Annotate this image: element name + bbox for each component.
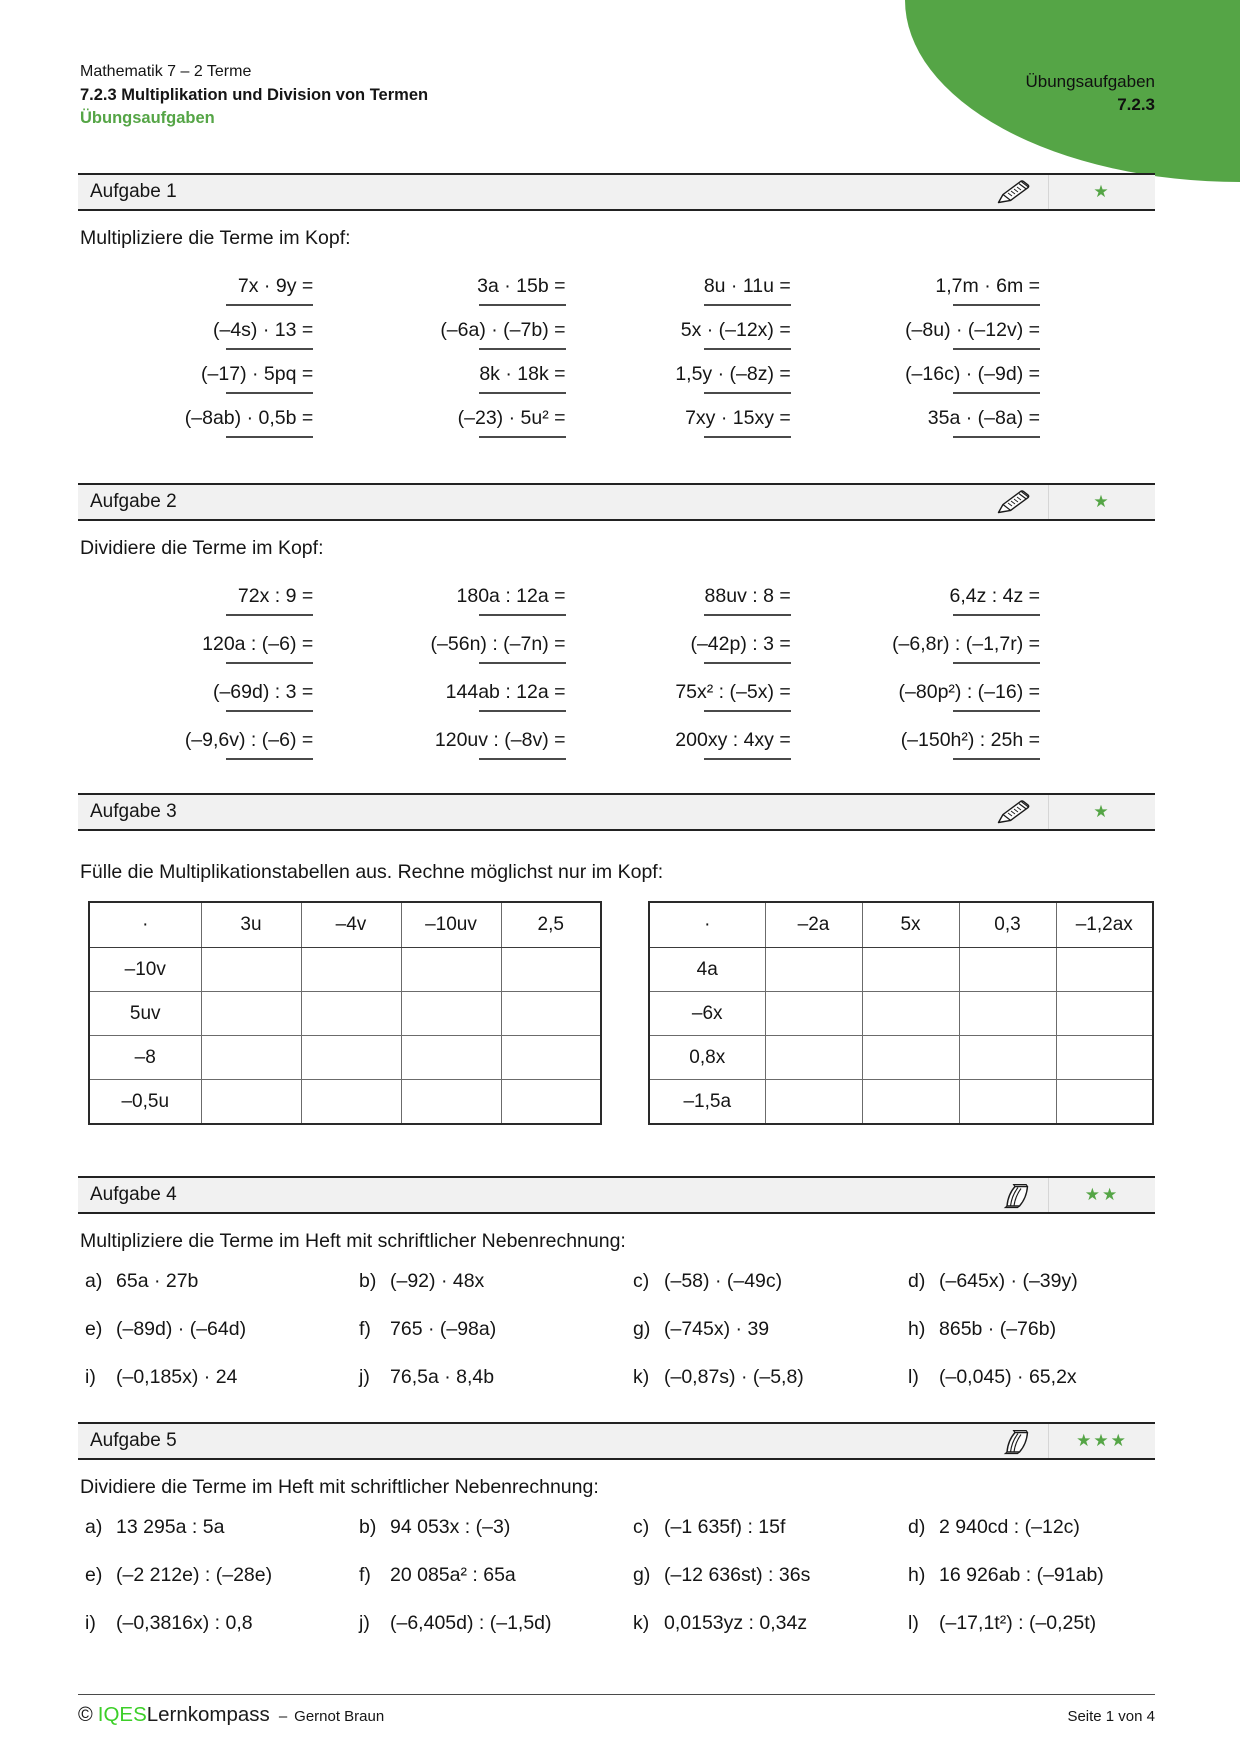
item-expression: (–2 212e) : (–28e) (116, 1564, 273, 1586)
answer-blank (479, 304, 566, 306)
table-header-cell: –1,2ax (1056, 902, 1153, 948)
item-label: c) (633, 1270, 650, 1292)
item-label: c) (633, 1516, 650, 1538)
table-empty-cell (1056, 1080, 1153, 1125)
term-cell (347, 585, 616, 633)
term-expression: 120uv : (–8v) = (434, 729, 566, 751)
corner-badge-text (1025, 70, 1155, 116)
answer-blank (953, 392, 1040, 394)
term-expression: (–17) · 5pq = (201, 363, 314, 385)
term-cell (886, 407, 1155, 451)
item-label: f) (359, 1564, 371, 1586)
task-bar (78, 173, 1155, 211)
term-cell (347, 319, 616, 363)
term-expression: 5x · (–12x) = (680, 319, 791, 341)
notebook-icon (1002, 1180, 1032, 1210)
item-expression: (–17,1t²) : (–0,25t) (939, 1612, 1097, 1634)
term-cell (886, 681, 1155, 729)
table-empty-cell (765, 1080, 862, 1125)
table-row (649, 948, 1153, 992)
answer-blank (226, 710, 313, 712)
term-cell (617, 729, 886, 777)
term-cell (886, 319, 1155, 363)
answer-blank (226, 614, 313, 616)
item-label: e) (85, 1564, 103, 1586)
item-grid (85, 1270, 1155, 1414)
term-cell (347, 729, 616, 777)
table-row (649, 1080, 1153, 1125)
term-cell (78, 633, 347, 681)
table-operator-cell: · (649, 902, 765, 948)
term-expression: 75x² : (–5x) = (675, 681, 791, 703)
item-label: g) (633, 1564, 651, 1586)
term-cell (78, 585, 347, 633)
item-label: k) (633, 1366, 650, 1388)
item-expression: (–0,045) · 65,2x (939, 1366, 1077, 1388)
term-cell (617, 319, 886, 363)
term-expression: (–80p²) : (–16) = (898, 681, 1040, 703)
item-expression: (–58) · (–49c) (664, 1270, 783, 1292)
term-expression: 6,4z : 4z = (949, 585, 1040, 607)
item-label: j) (359, 1612, 370, 1634)
term-expression: 180a : 12a = (456, 585, 566, 607)
pencil-icon (996, 179, 1032, 205)
table-empty-cell (862, 948, 959, 992)
item-expression: (–12 636st) : 36s (664, 1564, 811, 1586)
brand-iqes: IQES (97, 1703, 147, 1726)
table-row (89, 992, 601, 1036)
term-cell (78, 681, 347, 729)
answer-blank (953, 710, 1040, 712)
answer-blank (479, 614, 566, 616)
badge-category: Übungsaufgaben (1025, 72, 1155, 91)
table-row-label: 4a (649, 948, 765, 992)
table-header-cell: 3u (201, 902, 301, 948)
table-empty-cell (1056, 992, 1153, 1036)
term-expression: (–23) · 5u² = (457, 407, 566, 429)
table-row (89, 1080, 601, 1125)
table-header-cell: 5x (862, 902, 959, 948)
term-expression: 200xy : 4xy = (675, 729, 791, 751)
item-label: j) (359, 1366, 370, 1388)
task-bar (78, 1176, 1155, 1214)
item-expression: 20 085a² : 65a (390, 1564, 516, 1586)
table-empty-cell (765, 992, 862, 1036)
answer-blank (953, 662, 1040, 664)
task-bar (78, 1422, 1155, 1460)
list-item (359, 1612, 633, 1660)
list-item (633, 1516, 908, 1564)
item-label: e) (85, 1318, 103, 1340)
badge-chapter-number: 7.2.3 (1117, 95, 1155, 114)
answer-blank (704, 758, 791, 760)
term-expression: (–42p) : 3 = (690, 633, 791, 655)
term-expression: 35a · (–8a) = (927, 407, 1040, 429)
task-section-4 (78, 1176, 1155, 1414)
item-expression: 94 053x : (–3) (390, 1516, 511, 1538)
term-expression: (–16c) · (–9d) = (905, 363, 1040, 385)
list-item (908, 1612, 1155, 1660)
corner-badge (905, 0, 1240, 182)
term-grid (78, 275, 1155, 451)
term-expression: (–150h²) : 25h = (900, 729, 1040, 751)
list-item (85, 1564, 359, 1612)
term-expression: 7xy · 15xy = (685, 407, 791, 429)
term-grid (78, 585, 1155, 777)
table-empty-cell (765, 1036, 862, 1080)
item-label: i) (85, 1366, 96, 1388)
term-expression: 8u · 11u = (703, 275, 791, 297)
table-empty-cell (862, 992, 959, 1036)
instruction: Dividiere die Terme im Kopf: (80, 537, 324, 559)
table-header-cell: –4v (301, 902, 401, 948)
item-expression: 13 295a : 5a (116, 1516, 225, 1538)
list-item (359, 1366, 633, 1414)
table-empty-cell (401, 948, 501, 992)
table-empty-cell (501, 1080, 601, 1125)
star-rating: ★★★ (1076, 1431, 1128, 1450)
table-empty-cell (862, 1036, 959, 1080)
item-label: g) (633, 1318, 651, 1340)
term-cell (617, 363, 886, 407)
term-expression: (–4s) · 13 = (212, 319, 314, 341)
item-label: i) (85, 1612, 96, 1634)
table-row-label: 5uv (89, 992, 201, 1036)
table-row (649, 992, 1153, 1036)
list-item (908, 1270, 1155, 1318)
list-item (85, 1270, 359, 1318)
task-title: Aufgabe 5 (90, 1430, 177, 1451)
term-expression: 72x : 9 = (237, 585, 314, 607)
task-title: Aufgabe 1 (90, 181, 177, 202)
answer-blank (226, 662, 313, 664)
answer-blank (704, 436, 791, 438)
item-label: h) (908, 1318, 926, 1340)
table-row-label: –1,5a (649, 1080, 765, 1125)
term-cell (617, 407, 886, 451)
item-expression: 865b · (–76b) (939, 1318, 1057, 1340)
table-empty-cell (959, 1080, 1056, 1125)
instruction: Fülle die Multiplikationstabellen aus. Rechne möglichst nur im Kopf: (80, 861, 664, 883)
brand-lernkompass: Lernkompass (146, 1703, 270, 1726)
table-empty-cell (1056, 948, 1153, 992)
table-empty-cell (401, 1036, 501, 1080)
list-item (908, 1516, 1155, 1564)
mult-table-right (648, 901, 1154, 1125)
item-expression: (–6,405d) : (–1,5d) (390, 1612, 552, 1634)
term-cell (886, 585, 1155, 633)
list-item (633, 1366, 908, 1414)
term-cell (78, 729, 347, 777)
pencil-icon (996, 799, 1032, 825)
list-item (908, 1318, 1155, 1366)
list-item (359, 1564, 633, 1612)
item-expression: (–1 635f) : 15f (664, 1516, 786, 1538)
item-label: b) (359, 1516, 377, 1538)
item-expression: (–89d) · (–64d) (116, 1318, 247, 1340)
answer-blank (226, 348, 313, 350)
pencil-icon (996, 489, 1032, 515)
answer-blank (479, 436, 566, 438)
table-header-cell: 0,3 (959, 902, 1056, 948)
term-cell (886, 363, 1155, 407)
task-title: Aufgabe 2 (90, 491, 177, 512)
table-empty-cell (765, 948, 862, 992)
table-empty-cell (401, 1080, 501, 1125)
item-label: f) (359, 1318, 371, 1340)
term-cell (617, 585, 886, 633)
table-empty-cell (201, 948, 301, 992)
table-empty-cell (959, 992, 1056, 1036)
list-item (85, 1612, 359, 1660)
term-cell (347, 363, 616, 407)
answer-blank (704, 662, 791, 664)
table-empty-cell (401, 992, 501, 1036)
answer-blank (953, 304, 1040, 306)
term-cell (617, 275, 886, 319)
course-title: Mathematik 7 – 2 Terme (80, 63, 252, 80)
table-row-label: 0,8x (649, 1036, 765, 1080)
page-number: Seite 1 von 4 (1067, 1708, 1155, 1725)
copyright-icon: © (78, 1704, 93, 1726)
list-item (359, 1318, 633, 1366)
term-expression: (–9,6v) : (–6) = (184, 729, 314, 751)
term-cell (78, 275, 347, 319)
term-expression: 88uv : 8 = (704, 585, 791, 607)
task-bar (78, 793, 1155, 831)
term-expression: (–6,8r) : (–1,7r) = (892, 633, 1040, 655)
answer-blank (953, 348, 1040, 350)
table-empty-cell (1056, 1036, 1153, 1080)
instruction: Multipliziere die Terme im Heft mit schriftlicher Nebenrechnung: (80, 1230, 626, 1252)
footer (78, 1694, 1155, 1727)
item-expression: 16 926ab : (–91ab) (939, 1564, 1104, 1586)
item-expression: 765 · (–98a) (390, 1318, 497, 1340)
list-item (633, 1564, 908, 1612)
table-empty-cell (301, 1080, 401, 1125)
term-cell (617, 681, 886, 729)
task-section-5 (78, 1422, 1155, 1660)
task-section-1 (78, 173, 1155, 451)
table-row (89, 1036, 601, 1080)
term-expression: (–8u) · (–12v) = (905, 319, 1040, 341)
answer-blank (704, 348, 791, 350)
item-expression: (–745x) · 39 (664, 1318, 770, 1340)
table-empty-cell (501, 1036, 601, 1080)
item-expression: 0,0153yz : 0,34z (664, 1612, 808, 1634)
list-item (633, 1318, 908, 1366)
table-empty-cell (201, 1036, 301, 1080)
answer-blank (479, 710, 566, 712)
mult-table-left (88, 901, 602, 1125)
item-expression: (–0,185x) · 24 (116, 1366, 238, 1388)
term-cell (886, 633, 1155, 681)
term-expression: (–69d) : 3 = (212, 681, 314, 703)
table-row-label: –8 (89, 1036, 201, 1080)
instruction: Dividiere die Terme im Heft mit schriftlicher Nebenrechnung: (80, 1476, 599, 1498)
item-expression: (–0,87s) · (–5,8) (664, 1366, 804, 1388)
notebook-icon (1002, 1426, 1032, 1456)
document-header (80, 60, 428, 131)
section-subtitle: Übungsaufgaben (80, 109, 215, 127)
table-header-cell: 2,5 (501, 902, 601, 948)
answer-blank (479, 392, 566, 394)
table-empty-cell (501, 992, 601, 1036)
answer-blank (479, 662, 566, 664)
term-expression: 8k · 18k = (479, 363, 566, 385)
footer-brand (78, 1703, 384, 1727)
table-empty-cell (501, 948, 601, 992)
item-label: a) (85, 1516, 103, 1538)
task-bar (78, 483, 1155, 521)
star-rating: ★ (1093, 492, 1111, 511)
term-expression: 7x · 9y = (237, 275, 314, 297)
answer-blank (704, 614, 791, 616)
table-header-cell: –2a (765, 902, 862, 948)
answer-blank (479, 758, 566, 760)
item-label: d) (908, 1516, 926, 1538)
term-cell (617, 633, 886, 681)
star-rating: ★ (1093, 182, 1111, 201)
table-empty-cell (959, 948, 1056, 992)
term-cell (78, 407, 347, 451)
item-grid (85, 1516, 1155, 1660)
term-expression: (–6a) · (–7b) = (440, 319, 566, 341)
star-rating: ★★ (1084, 1185, 1120, 1204)
item-label: h) (908, 1564, 926, 1586)
list-item (85, 1516, 359, 1564)
table-row (89, 948, 601, 992)
star-rating: ★ (1093, 802, 1111, 821)
item-expression: (–645x) · (–39y) (939, 1270, 1078, 1292)
chapter-title: 7.2.3 Multiplikation und Division von Termen (80, 85, 429, 104)
item-expression: 2 940cd : (–12c) (939, 1516, 1080, 1538)
table-operator-cell: · (89, 902, 201, 948)
answer-blank (226, 392, 313, 394)
item-label: a) (85, 1270, 103, 1292)
answer-blank (704, 710, 791, 712)
term-expression: 144ab : 12a = (445, 681, 566, 703)
footer-author: Gernot Braun (294, 1708, 385, 1725)
table-empty-cell (301, 992, 401, 1036)
term-cell (347, 633, 616, 681)
answer-blank (953, 614, 1040, 616)
term-cell (347, 407, 616, 451)
item-label: l) (908, 1612, 919, 1634)
answer-blank (704, 304, 791, 306)
item-label: d) (908, 1270, 926, 1292)
table-header-cell: –10uv (401, 902, 501, 948)
item-label: l) (908, 1366, 919, 1388)
list-item (85, 1366, 359, 1414)
item-expression: 76,5a · 8,4b (390, 1366, 495, 1388)
item-label: b) (359, 1270, 377, 1292)
term-expression: (–56n) : (–7n) = (430, 633, 566, 655)
table-empty-cell (201, 992, 301, 1036)
task-title: Aufgabe 4 (90, 1184, 177, 1205)
answer-blank (479, 348, 566, 350)
answer-blank (226, 758, 313, 760)
task-title: Aufgabe 3 (90, 801, 177, 822)
table-row-label: –10v (89, 948, 201, 992)
term-cell (78, 319, 347, 363)
table-empty-cell (301, 1036, 401, 1080)
term-cell (886, 729, 1155, 777)
item-expression: (–92) · 48x (390, 1270, 485, 1292)
task-section-3 (78, 793, 1155, 1125)
table-row (649, 1036, 1153, 1080)
table-empty-cell (862, 1080, 959, 1125)
item-label: k) (633, 1612, 650, 1634)
item-expression: (–0,3816x) : 0,8 (116, 1612, 253, 1634)
list-item (85, 1318, 359, 1366)
term-expression: 3a · 15b = (477, 275, 566, 297)
table-empty-cell (201, 1080, 301, 1125)
answer-blank (704, 392, 791, 394)
answer-blank (953, 758, 1040, 760)
term-expression: 1,5y · (–8z) = (675, 363, 791, 385)
answer-blank (953, 436, 1040, 438)
list-item (908, 1366, 1155, 1414)
term-expression: (–8ab) · 0,5b = (184, 407, 314, 429)
list-item (633, 1612, 908, 1660)
list-item (908, 1564, 1155, 1612)
instruction: Multipliziere die Terme im Kopf: (80, 227, 351, 249)
list-item (359, 1516, 633, 1564)
term-cell (78, 363, 347, 407)
term-cell (886, 275, 1155, 319)
table-empty-cell (959, 1036, 1056, 1080)
table-row-label: –6x (649, 992, 765, 1036)
footer-dash: – (278, 1708, 288, 1725)
table-row-label: –0,5u (89, 1080, 201, 1125)
answer-blank (226, 304, 313, 306)
term-expression: 120a : (–6) = (202, 633, 314, 655)
multiplication-tables (88, 901, 1155, 1125)
term-cell (347, 681, 616, 729)
task-section-2 (78, 483, 1155, 777)
term-expression: 1,7m · 6m = (935, 275, 1040, 297)
answer-blank (226, 436, 313, 438)
table-empty-cell (301, 948, 401, 992)
term-cell (347, 275, 616, 319)
list-item (359, 1270, 633, 1318)
list-item (633, 1270, 908, 1318)
item-expression: 65a · 27b (116, 1270, 199, 1292)
